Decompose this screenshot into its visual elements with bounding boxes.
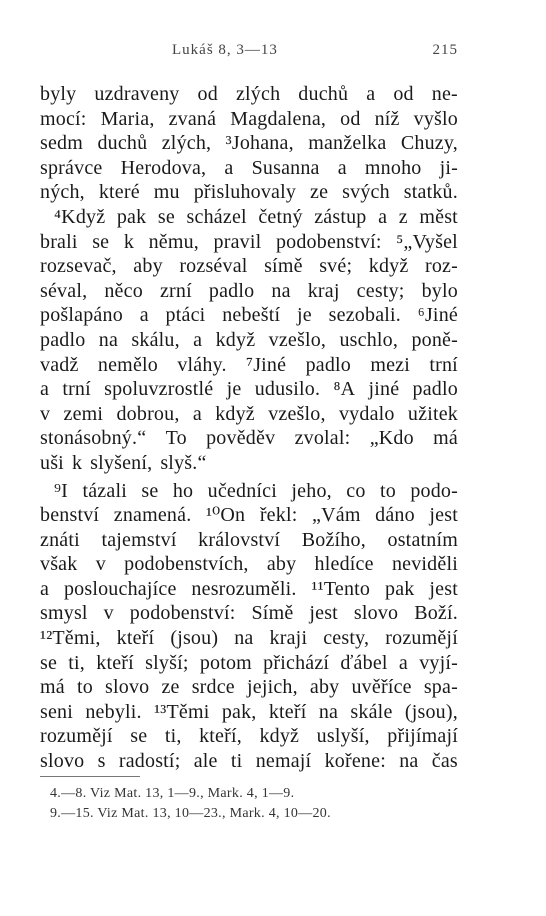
word: jejich,	[246, 676, 298, 699]
word: sedm	[40, 132, 84, 155]
word: benství	[40, 504, 100, 527]
word: séval,	[40, 279, 88, 302]
word: ¹³Těmi	[154, 700, 210, 723]
word: a	[337, 156, 347, 179]
word: dáno	[375, 504, 415, 527]
word: trní	[429, 353, 458, 376]
word: řekl:	[259, 504, 298, 527]
word: nebyli.	[85, 700, 142, 723]
text-line	[40, 303, 458, 328]
word: užitek	[407, 402, 458, 425]
word: duchů	[97, 132, 148, 155]
word: uslyší,	[316, 725, 370, 748]
word: uschlo,	[339, 328, 399, 351]
word: rozséval	[179, 255, 248, 278]
word: kteří	[96, 651, 134, 674]
word: dobrou,	[116, 402, 180, 425]
word: na	[318, 700, 339, 723]
word: ných,	[40, 181, 85, 204]
word: svých	[342, 181, 390, 204]
word: ze	[310, 181, 329, 204]
text-line	[40, 601, 458, 626]
word: cesty;	[356, 279, 405, 302]
word: zrní	[159, 279, 192, 302]
word: ³Johana,	[225, 132, 294, 155]
word: padlo	[208, 279, 255, 302]
word: rozumějí	[385, 627, 458, 650]
word: Magdalena,	[230, 107, 327, 130]
word: Boží.	[414, 602, 458, 625]
word: má	[433, 427, 458, 450]
word: rozumějí	[40, 725, 113, 748]
word: znáti	[40, 528, 80, 551]
word: a	[193, 328, 203, 351]
word: z	[398, 205, 408, 228]
word: zlých	[235, 83, 281, 105]
word: zástup	[314, 205, 367, 228]
footnote: 4.—8. Viz Mat. 13, 1—9., Mark. 4, 1—9.	[50, 786, 295, 801]
word: (jsou)	[170, 627, 219, 650]
text-line	[40, 626, 458, 651]
text-line	[40, 451, 458, 476]
word: ho	[172, 479, 194, 502]
word: trní	[62, 378, 91, 401]
word: udusilo.	[254, 378, 321, 401]
word: se	[157, 205, 175, 228]
word: přisluhovaly	[193, 181, 297, 204]
word: podobenstvích,	[124, 553, 249, 576]
word: kraji	[269, 627, 308, 650]
word: hledíce	[314, 553, 374, 576]
word: vyšlo	[413, 107, 458, 130]
word: se	[130, 725, 148, 748]
word: smysl	[40, 602, 88, 625]
word: znamená.	[113, 504, 192, 527]
text-line	[40, 107, 458, 132]
word: a	[366, 83, 376, 105]
word: sezobali.	[328, 304, 401, 327]
main-text	[40, 82, 458, 774]
word: zvaná	[168, 107, 217, 130]
word: pravil	[213, 230, 262, 253]
word: na	[234, 627, 254, 650]
word: ptáci	[165, 304, 206, 327]
word: podobenství:	[275, 230, 382, 253]
word: (jsou),	[404, 700, 458, 723]
word: spoluvzrostlé	[104, 378, 214, 401]
word: slyšení,	[90, 451, 153, 474]
word: to	[76, 676, 93, 699]
word: vláhy.	[177, 353, 227, 376]
word: jiné	[368, 378, 400, 401]
word: ďábel	[340, 651, 388, 674]
word: má	[40, 676, 65, 699]
word: aby	[309, 676, 340, 699]
word: jeho,	[291, 479, 332, 502]
word: statků.	[403, 181, 458, 204]
running-head: Lukáš 8, 3—13	[172, 42, 278, 58]
word: níž	[374, 107, 400, 130]
word: pak	[116, 205, 147, 228]
text-line	[40, 353, 458, 378]
word: a	[139, 304, 149, 327]
word: rozsevač,	[40, 255, 117, 278]
word: kteří	[116, 627, 155, 650]
word: k	[123, 230, 135, 253]
word: kteří,	[199, 725, 242, 748]
text-line	[40, 402, 458, 427]
word: nemělo	[97, 353, 158, 376]
text-line	[40, 577, 458, 602]
text-line	[40, 528, 458, 553]
word: radostí;	[118, 750, 181, 773]
word: co	[346, 479, 366, 502]
word: když	[259, 725, 300, 748]
word: nemají	[255, 750, 312, 773]
word: ze	[161, 676, 180, 699]
word: na	[271, 279, 291, 302]
word: slovo	[40, 750, 85, 773]
word: jest	[429, 577, 458, 600]
word: Božího,	[301, 528, 366, 551]
word: se	[92, 230, 110, 253]
text-line	[40, 552, 458, 577]
word: nebeští	[222, 304, 281, 327]
text-line	[40, 205, 458, 230]
word: uši	[40, 451, 64, 474]
page-number: 215	[432, 42, 458, 58]
word: vadž	[40, 353, 79, 376]
word: roz-	[424, 255, 458, 278]
word: když	[368, 255, 409, 278]
word: v	[103, 602, 114, 625]
word: přichází	[263, 651, 330, 674]
word: je	[226, 378, 242, 401]
word: srdce	[191, 676, 235, 699]
word: a	[224, 156, 234, 179]
word: zvolal:	[294, 427, 351, 450]
word: slyší;	[145, 651, 189, 674]
word: uvěříce	[351, 676, 412, 699]
word: brali	[40, 230, 78, 253]
word: ⁴Když	[54, 205, 106, 228]
word: a	[398, 651, 408, 674]
word: mnoho	[364, 156, 422, 179]
word: aby	[133, 255, 163, 278]
word: duchů	[298, 83, 349, 105]
word: vyjí-	[419, 651, 458, 674]
word: slovo	[353, 602, 399, 625]
word: v	[40, 402, 51, 425]
text-line	[40, 328, 458, 353]
word: ti,	[164, 725, 182, 748]
word: Chuzy,	[400, 132, 458, 155]
word: potom	[199, 651, 252, 674]
word: stonásobný.“	[40, 427, 147, 450]
word: skálu,	[131, 328, 180, 351]
word: které	[98, 181, 140, 204]
footnote-rule	[40, 776, 140, 777]
word: učedníci	[207, 479, 278, 502]
word: měst	[419, 205, 458, 228]
text-line	[40, 700, 458, 725]
word: byly	[40, 83, 77, 105]
word: jest	[309, 602, 338, 625]
text-line	[40, 479, 458, 504]
word: símě	[264, 255, 303, 278]
word: skále	[350, 700, 393, 723]
text-line	[40, 156, 458, 181]
text-line	[40, 254, 458, 279]
word: je	[297, 304, 312, 327]
word: čas	[431, 750, 458, 773]
word: a	[378, 205, 388, 228]
text-line	[40, 503, 458, 528]
word: když	[215, 402, 255, 425]
word: se	[141, 479, 159, 502]
word: mu	[153, 181, 180, 204]
word: Símě	[251, 602, 294, 625]
word: kořene:	[324, 750, 386, 773]
word: od	[340, 107, 361, 130]
word: slyš.“	[160, 451, 207, 474]
word: s	[97, 750, 106, 773]
word: pošlapáno	[40, 304, 123, 327]
word: ⁸A	[333, 378, 356, 401]
word: když	[215, 328, 256, 351]
word: poslouchajíce	[63, 577, 177, 600]
word: cesty,	[323, 627, 370, 650]
word: podobenství:	[129, 602, 236, 625]
word: scházel	[186, 205, 247, 228]
page-header	[0, 42, 546, 66]
word: pak	[385, 577, 415, 600]
word: podo-	[410, 479, 458, 502]
word: kteří	[268, 700, 307, 723]
footnote: 9.—15. Viz Mat. 13, 10—23., Mark. 4, 10—20.	[50, 806, 331, 821]
word: ⁵„Vyšel	[396, 230, 458, 253]
word: zlých,	[161, 132, 212, 155]
word: ostatním	[387, 528, 458, 551]
word: „Vám	[312, 504, 361, 527]
word: jest	[429, 504, 458, 527]
word: spa-	[423, 676, 458, 699]
word: ¹²Těmi,	[40, 627, 101, 650]
word: ¹¹Tento	[311, 577, 371, 600]
word: tajemství	[101, 528, 177, 551]
text-line	[40, 131, 458, 156]
text-line	[40, 749, 458, 774]
word: své;	[319, 255, 353, 278]
word: a	[40, 378, 50, 401]
word: ji-	[439, 156, 458, 179]
word: v	[95, 553, 106, 576]
word: Maria,	[100, 107, 155, 130]
word: poně-	[411, 328, 458, 351]
word: ne-	[431, 83, 458, 105]
word: vzešlo,	[268, 402, 326, 425]
word: To	[165, 427, 187, 450]
text-line	[40, 426, 458, 451]
word: pověděv	[206, 427, 276, 450]
word: ⁶Jiné	[417, 304, 458, 327]
word: manželka	[308, 132, 387, 155]
word: ⁹I	[54, 479, 69, 502]
word: na	[98, 328, 119, 351]
text-line	[40, 82, 458, 107]
word: slovo	[105, 676, 150, 699]
word: němu,	[148, 230, 199, 253]
word: ale	[193, 750, 218, 773]
word: na	[399, 750, 419, 773]
word: ti,	[68, 651, 86, 674]
word: a	[40, 577, 50, 600]
word: správce	[40, 156, 103, 179]
word: vzešlo,	[268, 328, 327, 351]
word: se	[40, 651, 58, 674]
word: aby	[266, 553, 297, 576]
word: Susanna	[251, 156, 320, 179]
word: však	[40, 553, 78, 576]
word: nesrozuměli.	[191, 577, 297, 600]
word: vydalo	[338, 402, 395, 425]
word: ¹⁰On	[205, 504, 246, 527]
text-line	[40, 279, 458, 304]
word: padlo	[412, 378, 458, 401]
word: tázali	[82, 479, 127, 502]
word: přijímají	[387, 725, 458, 748]
word: kraj	[307, 279, 340, 302]
word: „Kdo	[369, 427, 414, 450]
word: něco	[104, 279, 143, 302]
word: mocí:	[40, 107, 87, 130]
text-line	[40, 675, 458, 700]
word: ti	[230, 750, 243, 773]
text-line	[40, 230, 458, 255]
word: neviděli	[391, 553, 458, 576]
word: padlo	[305, 353, 351, 376]
word: mezi	[370, 353, 411, 376]
word: to	[379, 479, 396, 502]
word: bylo	[421, 279, 458, 302]
word: četný	[258, 205, 303, 228]
word: Herodova,	[120, 156, 207, 179]
word: zemi	[63, 402, 104, 425]
word: uzdraveny	[94, 83, 180, 105]
word: od	[197, 83, 218, 105]
word: k	[71, 451, 83, 474]
word: ⁷Jiné	[246, 353, 287, 376]
text-line	[40, 180, 458, 205]
text-line	[40, 377, 458, 402]
word: a	[192, 402, 202, 425]
text-line	[40, 724, 458, 749]
word: království	[198, 528, 281, 551]
word: padlo	[40, 328, 86, 351]
word: seni	[40, 700, 74, 723]
text-line	[40, 651, 458, 676]
word: od	[393, 83, 414, 105]
word: pak,	[221, 700, 257, 723]
